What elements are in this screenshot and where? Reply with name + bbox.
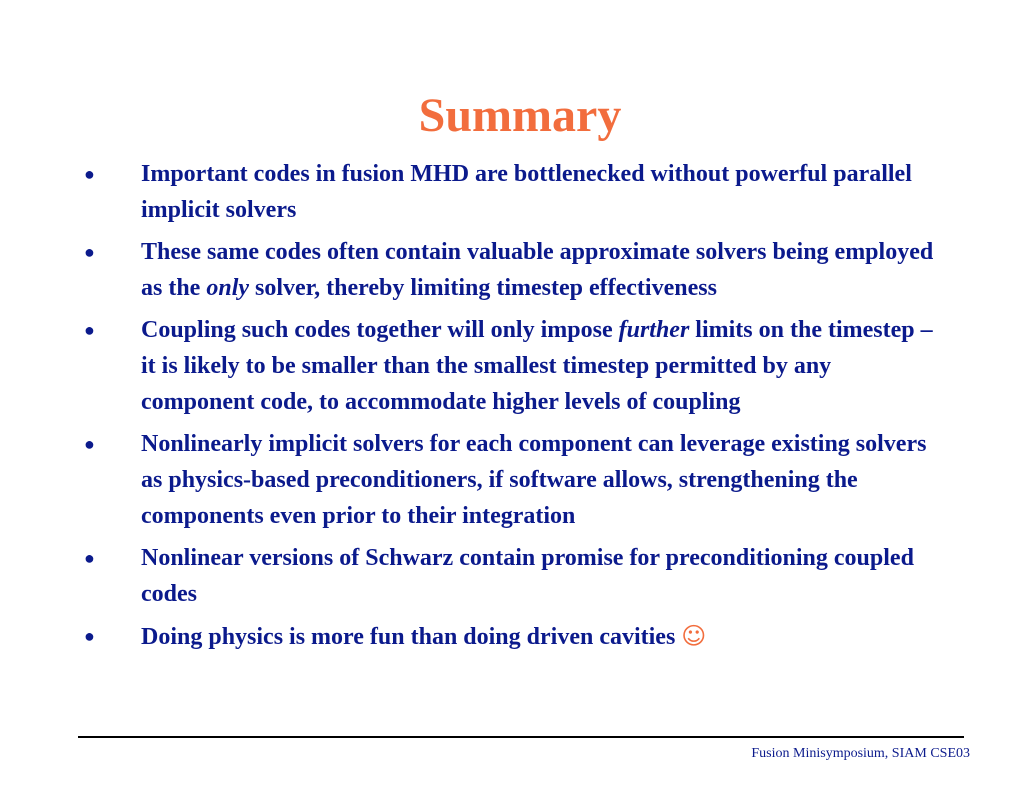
smiley-icon: ☺ <box>681 622 707 650</box>
bullet-text: Nonlinearly implicit solvers for each component can leverage existing solvers as physics-based preconditioners, if software allows, strengthening the components even prior to their integration <box>141 431 927 529</box>
bullet-text: Important codes in fusion MHD are bottlenecked without powerful parallel implicit solvers <box>141 161 912 223</box>
bullet-icon: ● <box>84 434 95 454</box>
bullet-text: Coupling such codes together will only impose further limits on the timestep – it is likely to be smaller than the smallest timestep permitted by any component code, to accommodate higher levels of coupling <box>141 317 933 415</box>
bullet-item <box>0 156 1024 228</box>
bullet-icon: ● <box>84 242 95 262</box>
footer-divider <box>78 736 964 738</box>
footer-text: Fusion Minisymposium, SIAM CSE03 <box>751 746 970 761</box>
bullet-list <box>0 156 1024 661</box>
emphasis: only <box>206 275 250 301</box>
bullet-icon: ● <box>84 164 95 184</box>
bullet-text: Nonlinear versions of Schwarz contain promise for preconditioning coupled codes <box>141 545 914 607</box>
bullet-item <box>0 426 1024 534</box>
bullet-icon: ● <box>84 320 95 340</box>
bullet-text: Doing physics is more fun than doing driven cavities ☺ <box>141 618 941 655</box>
slide-title: Summary <box>418 89 622 142</box>
bullet-item <box>0 618 1024 655</box>
bullet-icon: ● <box>84 548 95 568</box>
bullet-icon: ● <box>84 626 95 646</box>
bullet-item <box>0 312 1024 420</box>
bullet-text: These same codes often contain valuable approximate solvers being employed as the only solver, thereby limiting timestep effectiveness <box>141 239 934 301</box>
bullet-item <box>0 234 1024 306</box>
bullet-item <box>0 540 1024 612</box>
emphasis: further <box>618 317 690 343</box>
